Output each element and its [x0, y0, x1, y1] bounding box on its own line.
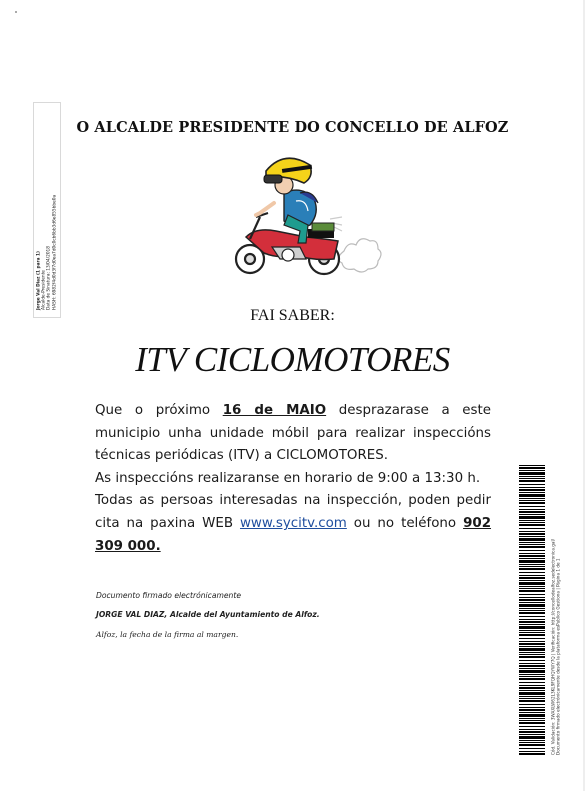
scan-speck — [15, 11, 17, 13]
stamp-line: Data de Sinatura: 13/04/2018 — [47, 245, 52, 310]
date-highlight: 16 de MAIO — [222, 403, 327, 418]
stamp-text — [37, 110, 58, 310]
text: Que o próximo — [95, 403, 223, 418]
signature-note: Documento firmado electrónicamente — [96, 591, 242, 600]
paragraph-contact — [95, 490, 491, 558]
phone-number: 902 309 000. — [95, 515, 492, 554]
signature-date-note: Alfoz, la fecha de la firma al margen. — [96, 630, 239, 639]
paragraph-schedule — [95, 400, 491, 468]
stamp-line: HASH: 6982f4d0d3f7d0ea7d0c0cb6bb3d6e855bbe0a — [52, 194, 58, 310]
notice-body — [95, 400, 491, 558]
notice-title: ITV CICLOMOTORES — [135, 340, 450, 379]
text: Todas as persoas interesadas na inspección, poden pedir cita na paxina WEB — [95, 493, 491, 531]
validation-text — [551, 465, 562, 755]
signer-name: JORGE VAL DIAZ, Alcalde del Ayuntamiento de Alfoz. — [96, 610, 320, 619]
validation-platform: Documento firmado electrónicamente desde la plataforma esPublico Gestiona | Página 1 de 1 — [556, 558, 561, 755]
stamp-line: Alcalde-Presidente — [41, 270, 47, 310]
announcement-intro: FAI SABER: — [250, 307, 335, 324]
page-header: O ALCALDE PRESIDENTE DO CONCELLO DE ALFOZ — [76, 119, 509, 136]
text: desprazarase a este municipio unha unidade móbil para realizar inspeccións técnicas periódicas (ITV) a CICLOMOTORES. — [95, 403, 491, 464]
signature-block — [96, 590, 396, 640]
moped-rider-illustration — [226, 153, 382, 281]
paragraph-hours: As inspeccións realizaranse en horario de 9:00 a 13:30 h. — [95, 470, 481, 486]
website-link[interactable]: www.sycitv.com — [239, 515, 347, 531]
validation-code: Cód. Validación: 3WAXLW62L3KL9FQHQYWY7Q | Verificación: http://concellodealfoz.sedelectronica.gal/ — [550, 538, 556, 755]
text: ou no teléfono — [346, 515, 464, 531]
barcode-icon — [519, 465, 545, 755]
stamp-line: Jorge Val Diaz (1 para 1) — [36, 251, 42, 310]
